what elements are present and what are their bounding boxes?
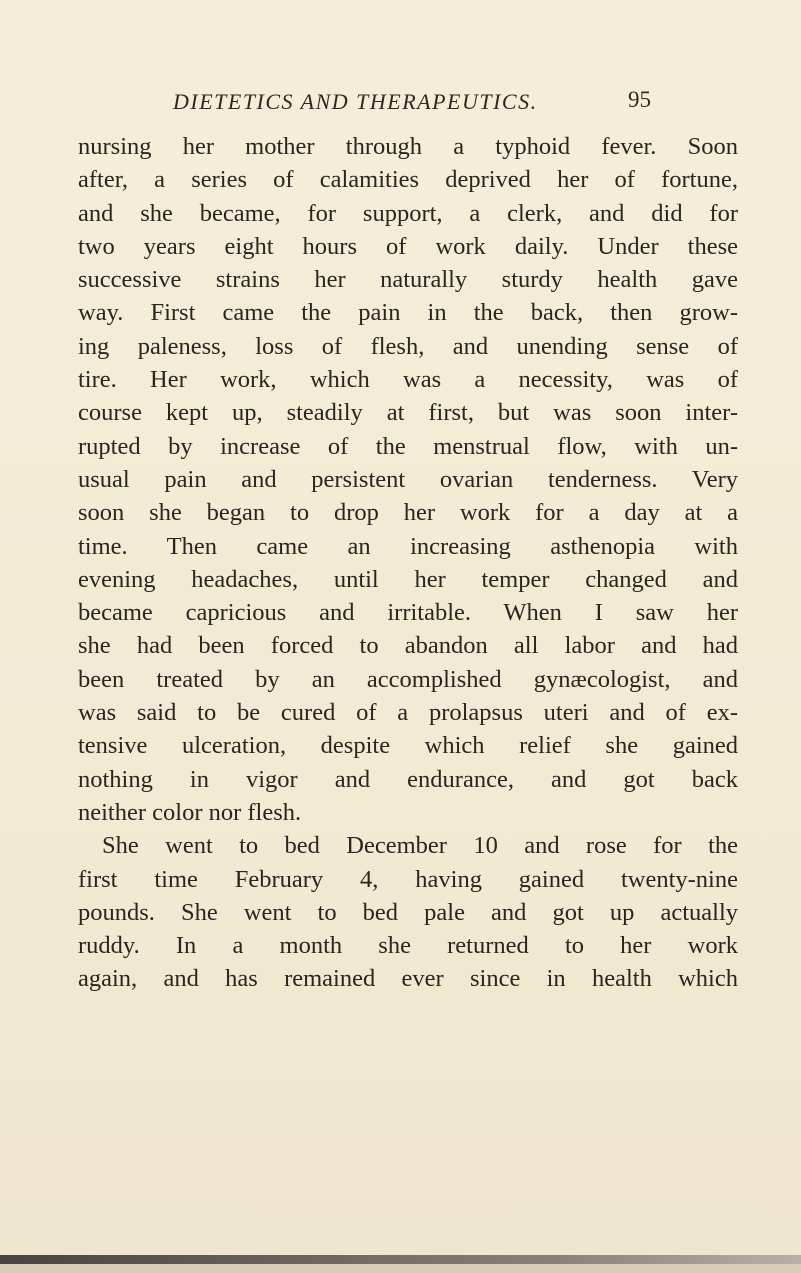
text-line: time. Then came an increasing asthenopia with	[78, 532, 738, 560]
page-number: 95	[628, 87, 651, 112]
text-line: tire. Her work, which was a necessity, was of	[78, 366, 738, 394]
text-line: she had been forced to abandon all labor and had	[78, 632, 738, 660]
text-line: been treated by an accomplished gynæcologist, and	[78, 665, 738, 693]
page-bottom-shadow	[0, 1255, 801, 1264]
text-line: course kept up, steadily at first, but was soon inter-	[78, 399, 738, 427]
paragraph-1	[78, 130, 738, 829]
text-line: soon she began to drop her work for a day at a	[78, 499, 738, 527]
text-line: evening headaches, until her temper changed and	[78, 565, 738, 593]
page-bottom-edge	[0, 1264, 801, 1273]
text-line: neither color nor flesh.	[78, 798, 302, 826]
text-line: She went to bed December 10 and rose for the	[102, 832, 738, 860]
text-line: became capricious and irritable. When I saw her	[78, 599, 738, 627]
text-line: nursing her mother through a typhoid fever. Soon	[78, 133, 738, 160]
running-head: DIETETICS AND THERAPEUTICS.	[173, 89, 538, 114]
text-line: after, a series of calamities deprived her of fortune,	[78, 166, 738, 194]
text-line: way. First came the pain in the back, then grow-	[78, 299, 738, 327]
text-line: ruddy. In a month she returned to her work	[78, 932, 738, 960]
text-line: usual pain and persistent ovarian tenderness. Very	[78, 465, 738, 493]
text-line: was said to be cured of a prolapsus uteri and of ex-	[78, 699, 738, 727]
paragraph-2	[78, 829, 738, 995]
text-line: rupted by increase of the menstrual flow, with un-	[78, 432, 738, 460]
text-line: again, and has remained ever since in health which	[78, 965, 738, 993]
text-line: and she became, for support, a clerk, and did for	[78, 199, 738, 227]
text-line: first time February 4, having gained twenty-nine	[78, 865, 738, 893]
text-line: pounds. She went to bed pale and got up actually	[78, 898, 738, 926]
body-text	[78, 130, 738, 996]
text-line: successive strains her naturally sturdy health gave	[78, 266, 738, 294]
text-line: tensive ulceration, despite which relief she gained	[78, 732, 738, 760]
text-line: two years eight hours of work daily. Under these	[78, 232, 738, 260]
text-line: nothing in vigor and endurance, and got back	[78, 765, 738, 793]
text-line: ing paleness, loss of flesh, and unending sense of	[78, 332, 738, 360]
